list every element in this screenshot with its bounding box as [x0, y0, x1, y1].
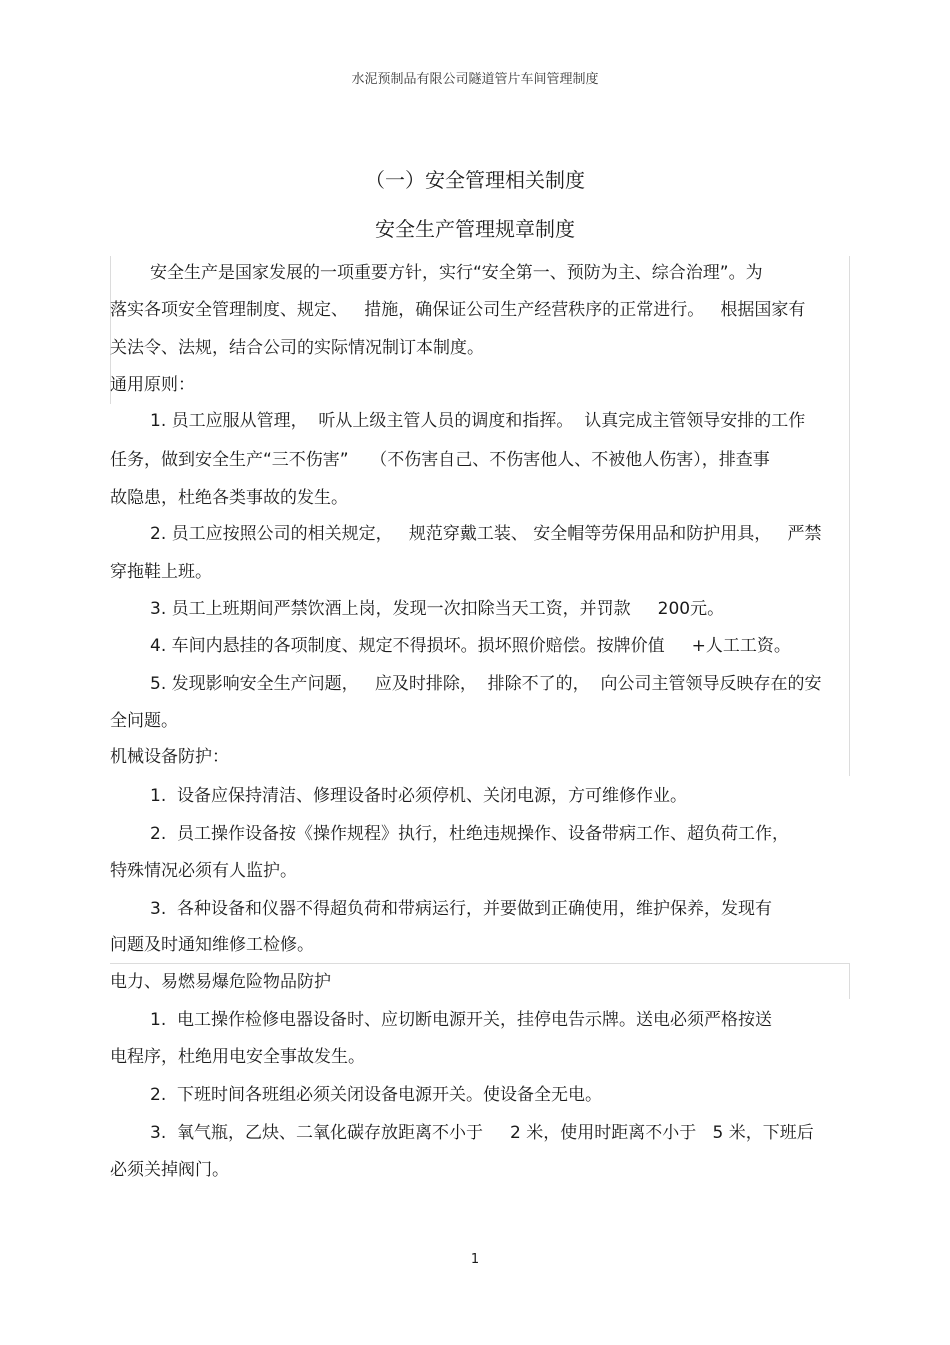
running-header: 水泥预制品有限公司隧道管片车间管理制度 [351, 72, 599, 87]
body-line: 关法令、法规，结合公司的实际情况制订本制度。 [110, 338, 484, 358]
body-line: 电程序，杜绝用电安全事故发生。 [110, 1047, 365, 1067]
subheading-general: 通用原则： [110, 375, 195, 395]
body-line: 3. 氧气瓶，乙炔、二氧化碳存放距离不小于 2 米，使用时距离不小于 5 米，下班后 [150, 1123, 814, 1143]
body-line: 安全生产是国家发展的一项重要方针，实行“安全第一、预防为主、综合治理”。为 [150, 263, 763, 283]
border-line-bottom [110, 963, 850, 964]
body-line: 必须关掉阀门。 [110, 1160, 229, 1180]
body-line: 故隐患，杜绝各类事故的发生。 [110, 488, 348, 508]
border-line-right-lower [849, 963, 850, 999]
subheading-machinery: 机械设备防护： [110, 747, 229, 767]
body-line: 穿拖鞋上班。 [110, 562, 212, 582]
body-line: 2. 员工操作设备按《操作规程》执行，杜绝违规操作、设备带病工作、超负荷工作， [150, 824, 790, 844]
body-line: 落实各项安全管理制度、规定、 措施，确保证公司生产经营秩序的正常进行。 根据国家有 [110, 300, 806, 320]
body-line: 5. 发现影响安全生产问题， 应及时排除， 排除不了的， 向公司主管领导反映存在的安 [150, 674, 822, 694]
body-line: 1. 设备应保持清洁、修理设备时必须停机、关闭电源，方可维修作业。 [150, 786, 688, 806]
body-line: 3. 员工上班期间严禁饮酒上岗，发现一次扣除当天工资，并罚款 200元。 [150, 599, 725, 619]
body-line: 全问题。 [110, 711, 178, 731]
body-line: 2. 下班时间各班组必须关闭设备电源开关。使设备全无电。 [150, 1085, 603, 1105]
body-line: 问题及时通知维修工检修。 [110, 935, 314, 955]
body-line: 1. 电工操作检修电器设备时、应切断电源开关，挂停电告示牌。送电必须严格按送 [150, 1010, 773, 1030]
subheading-electrical: 电力、易燃易爆危险物品防护 [110, 972, 331, 992]
section-title: （一）安全管理相关制度 [365, 168, 585, 192]
body-line: 4. 车间内悬挂的各项制度、规定不得损坏。损坏照价赔偿。按牌价值 +人工工资。 [150, 636, 791, 656]
document-title: 安全生产管理规章制度 [375, 217, 575, 241]
body-line: 2. 员工应按照公司的相关规定， 规范穿戴工装、 安全帽等劳保用品和防护用具， 严禁 [150, 524, 822, 544]
body-line: 1. 员工应服从管理， 听从上级主管人员的调度和指挥。 认真完成主管领导安排的工作 [150, 411, 806, 431]
page-number: 1 [470, 1252, 480, 1267]
body-line: 任务，做到安全生产“三不伤害” （不伤害自己、不伤害他人、不被他人伤害），排查事 [110, 450, 770, 470]
border-line-right [849, 256, 850, 776]
body-line: 3. 各种设备和仪器不得超负荷和带病运行，并要做到正确使用，维护保养，发现有 [150, 899, 773, 919]
body-line: 特殊情况必须有人监护。 [110, 861, 297, 881]
